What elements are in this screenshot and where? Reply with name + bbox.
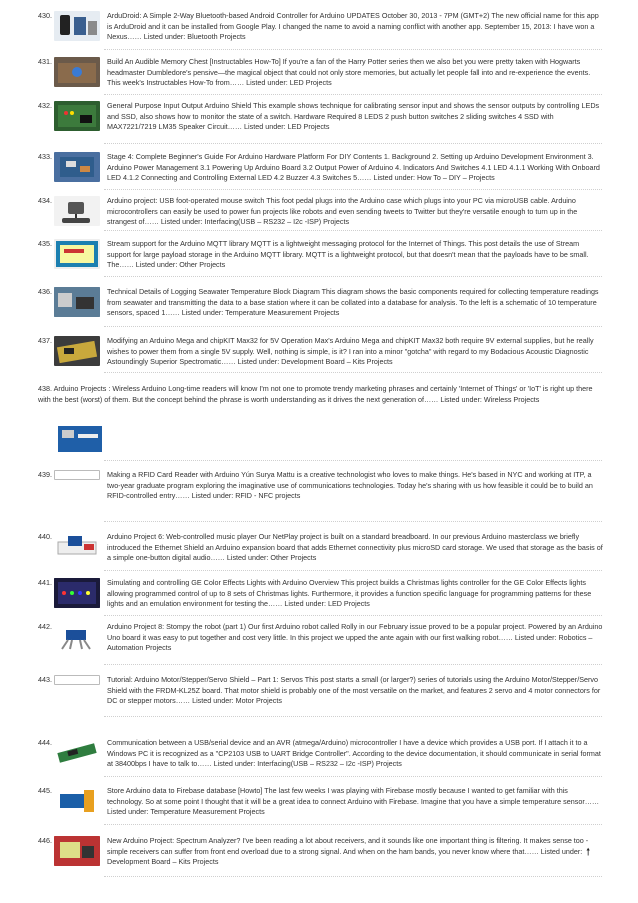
item-thumbnail[interactable] [54, 287, 100, 317]
arrow-up-icon[interactable]: 🠕 [586, 847, 591, 858]
item-description[interactable]: Build An Audible Memory Chest [Instructables How-To] If you're a fan of the Harry Potter series then we also bet you were pretty taken with Hogwarts headmaster Dumbledore's pensive—the magical object that could not only store memories, but actually let people fall into and re-experience the events. This week's Instructables How-To from…… Listed under: LED Projects [107, 57, 591, 88]
item-description[interactable]: Making a RFID Card Reader with Arduino Yún Surya Mattu is a creative technologist who loves to make things. He's based in NYC and working at ITP, a two-year graduate program exploring the imaginative use of communications technologies. Today he's sharing with us how feasible it could be to build an RFID-controlled entry…… Listed under: RFID - NFC projects [107, 470, 593, 501]
item-thumbnail[interactable] [54, 101, 100, 131]
item-thumbnail[interactable] [54, 738, 100, 768]
item-description[interactable]: Arduino Project 8: Stompy the robot (part 1) Our first Arduino robot called Rolly in our February issue proved to be a popular project. Powered by an Arduino Uno board it was easy to put together and cost very little. In this project we upped the ante again with our first walking robot…… Listed under: Robotics – Automation Projects [107, 622, 603, 653]
item-description[interactable]: ArduDroid: A Simple 2-Way Bluetooth-based Android Controller for Arduino UPDATES October 30, 2013 - 7PM (GMT+2) The new official name for this app is ArduDroid and it can be installed from Google Play. I changed the name to avoid a naming conflict with another app. September 15, 2013: I have won a Nexus…… Listed under: Bluetooth Projects [107, 11, 599, 42]
divider [104, 664, 602, 665]
item-number: 436. [38, 287, 52, 296]
item-thumbnail[interactable] [54, 11, 100, 41]
item-thumbnail[interactable] [54, 336, 100, 366]
item-description[interactable]: Stream support for the Arduino MQTT library MQTT is a lightweight messaging protocol for the Internet of Things. This post details the use of Stream support for large payload storage in the Arduino MQTT library. MQTT is a lightweight protocol, but that doesn't mean that the payloads have to be small. The…… Listed under: Other Projects [107, 239, 589, 270]
item-thumbnail[interactable] [54, 786, 100, 816]
item-thumbnail[interactable] [54, 239, 100, 269]
item-description[interactable]: New Arduino Project: Spectrum Analyzer? I've been reading a lot about receivers, and it sounds like one important thing is filtering. It makes sense too - simple receivers can suffer from front end overload due to a strong signal. And when on the ham bands, you never know where that…… Listed under: Development Board – Kits Projects [107, 836, 589, 867]
item-number: 441. [38, 578, 52, 587]
item-thumbnail[interactable] [54, 152, 100, 182]
divider [104, 876, 602, 877]
item-number: 431. [38, 57, 52, 66]
item-thumbnail[interactable] [54, 836, 100, 866]
item-description[interactable]: Arduino Projects : Wireless Arduino Long-time readers will know I'm not one to promote trendy marketing phrases and certainly 'Internet of Things' or 'IoT' is right up there with the best (worst) of them. But the concept behind the phrase is worth understanding as it drives the next generation of…… Listed under: Wireless Projects [38, 384, 593, 404]
divider [104, 276, 602, 277]
divider [104, 460, 602, 461]
divider [104, 824, 602, 825]
item-number: 446. [38, 836, 52, 845]
item-thumbnail-broken[interactable] [54, 470, 100, 480]
item-description[interactable]: General Purpose Input Output Arduino Shield This example shows technique for calibrating sensor input and shows the sensor outputs by controlling LEDs and SSD, also shows how to monitor the state of a switch. Hardware Required 8 LEDS 2 push button switches 2 sliding switches 4 SSD with MAX7221/7219 LM35 Speaker Circuit…… Listed under: LED Projects [107, 101, 600, 132]
divider [104, 49, 602, 50]
item-number: 432. [38, 101, 52, 110]
item-thumbnail-broken[interactable] [54, 675, 100, 685]
item-number: 435. [38, 239, 52, 248]
item-thumbnail[interactable] [58, 424, 102, 454]
item-thumbnail[interactable] [54, 622, 100, 652]
item-number: 442. [38, 622, 52, 631]
item-description[interactable]: Simulating and controlling GE Color Effects Lights with Arduino Overview This project builds a Christmas lights controller for the GE Color Effects lights allowing programmed control of up to 8 sets of Christmas lights. Furthermore, it provides a function specific language for programming patterns for these lights and an emulation environment for testing the…… Listed under: LED Projects [107, 578, 592, 609]
item-thumbnail[interactable] [54, 578, 100, 608]
list-item-heading[interactable] [38, 384, 604, 405]
item-description[interactable]: Tutorial: Arduino Motor/Stepper/Servo Shield – Part 1: Servos This post starts a small (or larger?) series of tutorials using the Arduino Motor/Stepper/Servo Shield with the FRDM-KL25Z board. That motor shield is probably one of the most versatile on the market, and features 2 servo and 4 motor connectors for DC or stepper motors…… Listed under: Motor Projects [107, 675, 601, 706]
divider [104, 776, 602, 777]
divider [104, 716, 602, 717]
item-number: 434. [38, 196, 52, 205]
divider [104, 372, 602, 373]
item-description[interactable]: Communication between a USB/serial device and an AVR (atmega/Arduino) microcontroller I have a device which provides a USB port. If I attach it to a Windows PC it is recognized as a "CP2103 USB to UART Bridge Controller". According to the device documentation, it should communicate in serial format at 38400bps I have to talk to…… Listed under: Interfacing(USB – RS232 – I2c -ISP) Projects [107, 738, 601, 769]
divider [104, 94, 602, 95]
item-number: 440. [38, 532, 52, 541]
divider [104, 570, 602, 571]
item-number: 444. [38, 738, 52, 747]
divider [104, 230, 602, 231]
item-thumbnail[interactable] [54, 196, 100, 226]
divider [104, 615, 602, 616]
item-description[interactable]: Technical Details of Logging Seawater Temperature Block Diagram This diagram shows the basic components required for collecting temperature readings from seawater and transmitting the data to a base station where it can be collated into a database for analysis. To the left is a schematic of 10 temperature sensors, spaced 1…… Listed under: Temperature Measurement Projects [107, 287, 599, 318]
item-number: 437. [38, 336, 52, 345]
item-number: 438. [38, 384, 52, 393]
item-thumbnail[interactable] [54, 57, 100, 87]
item-number: 445. [38, 786, 52, 795]
item-description[interactable]: Arduino Project 6: Web-controlled music player Our NetPlay project is built on a standard breadboard. In our previous Arduino masterclass we briefly introduced the Ethernet Shield an Arduino expansion board that adds Ethernet connectivity plus microSD card storage. We used that storage as the basis of a simple one-button digital audio…… Listed under: Other Projects [107, 532, 603, 563]
divider [104, 326, 602, 327]
divider [104, 143, 602, 144]
item-thumbnail[interactable] [54, 532, 100, 562]
item-number: 439. [38, 470, 52, 479]
item-number: 443. [38, 675, 52, 684]
divider [104, 521, 602, 522]
item-description[interactable]: Arduino project: USB foot-operated mouse switch This foot pedal plugs into the Arduino case which plugs into your PC via microUSB cable. Arduino microcontrollers can easily be used to power fun projects like robots and even sending tweets to Twitter but they're versatile enough to turn up in the strangest of…… Listed under: Interfacing(USB – RS232 – I2c -ISP) Projects [107, 196, 578, 227]
item-description[interactable]: Store Arduino data to Firebase database [Howto] The last few weeks I was playing with Firebase mostly because I wanted to get familiar with this technology. So at some point I thought that it will be a great idea to connect Arduino with Firebase. Imagine that you have a simple temperature sensor…… Listed under: Temperature Measurement Projects [107, 786, 600, 817]
item-number: 430. [38, 11, 52, 20]
item-description[interactable]: Modifying an Arduino Mega and chipKIT Max32 for 5V Operation Max's Arduino Mega and chipKIT Max32 both require 9V external supplies, but he really wishes to power them from a single 5V supply. Well, nothing is simple, is it? I ran into a minor "gotcha" with regard to my Bodacious Acoustic Diagnostic Astoundingly Superior Spectromatic…… Listed under: Development Board – Kits Projects [107, 336, 594, 367]
item-number: 433. [38, 152, 52, 161]
divider [104, 189, 602, 190]
item-description[interactable]: Stage 4: Complete Beginner's Guide For Arduino Hardware Platform For DIY Contents 1. Background 2. Setting up Arduino Development Environment 3. Arduino Power Management 3.1 Powering Up Arduino Board 3.2 Output Power of Arduino 4. Indicators And Switches 4.1 LED 4.1.1 Working With Onboard LED 4.1.2 Connecting and Controlling External LED 4.2 Buzzer 4.3 Switches 5…… Listed under: How To – DIY – Projects [107, 152, 600, 183]
